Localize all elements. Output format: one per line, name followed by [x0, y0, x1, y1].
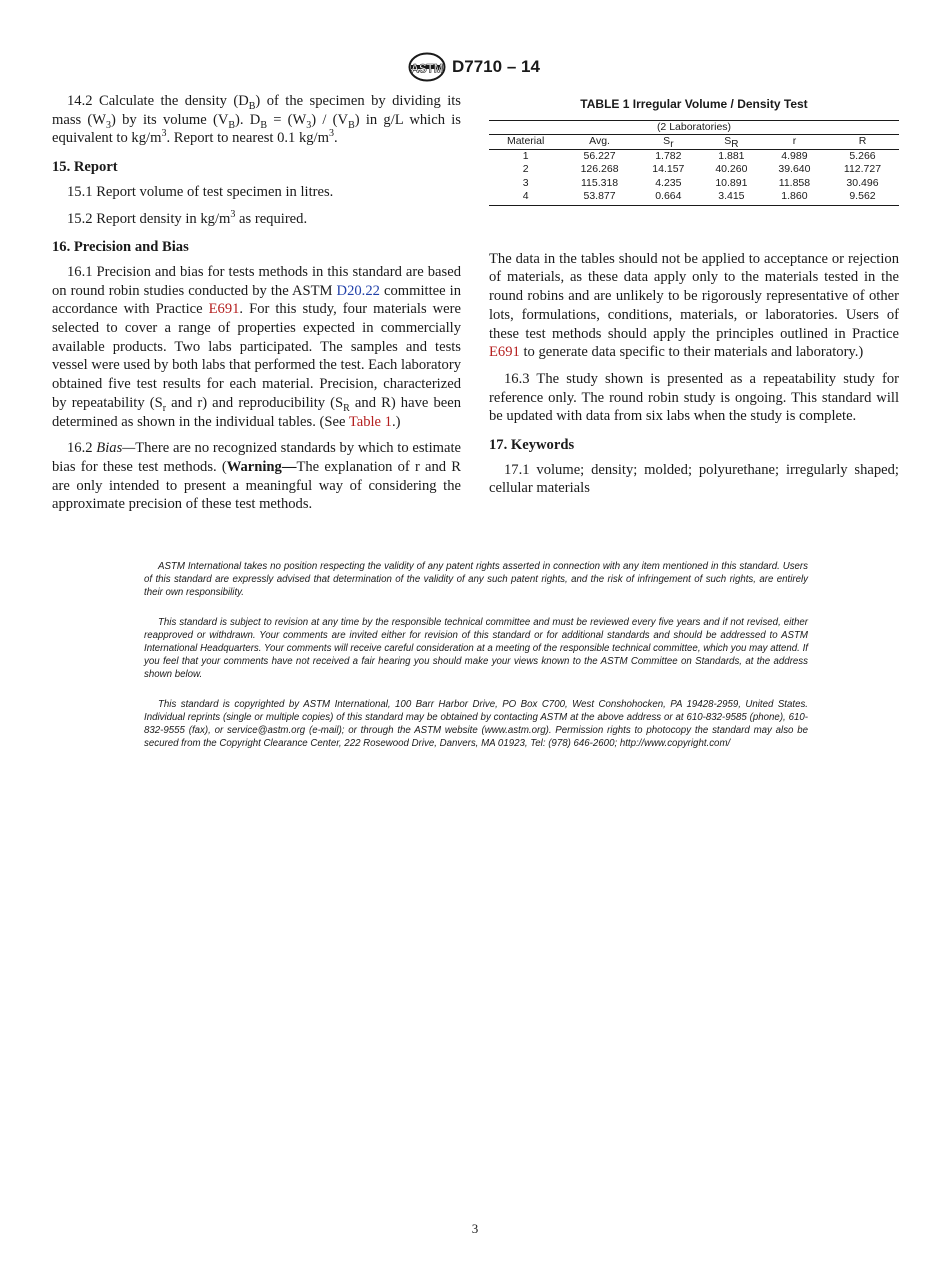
col-sR: $S_R$ — [700, 135, 763, 150]
table-cell: 5.266 — [849, 149, 876, 162]
table-cell: 1.782 — [655, 149, 682, 162]
table-cell: 11.858 — [778, 176, 811, 189]
section-heading-precision-bias: 16. Precision and Bias — [52, 239, 189, 256]
table-cell: 53.877 — [562, 190, 637, 205]
link-table-1[interactable]: Table 1 — [348, 413, 392, 430]
table-cell: 39.640 — [778, 163, 811, 176]
col-avg: Avg. — [562, 135, 637, 150]
precision-table — [489, 120, 899, 206]
table-subtitle: (2 Laboratories) — [489, 120, 899, 135]
left-column — [52, 92, 461, 522]
table-cell: 1 — [522, 149, 529, 162]
table-row — [489, 177, 899, 191]
table-cell: 3 — [522, 176, 529, 189]
col-material: Material — [489, 135, 562, 150]
table-row — [489, 149, 899, 163]
link-d20-22[interactable]: D20.22 — [336, 282, 380, 299]
footer-copyright-notice: This standard is copyrighted by ASTM International, 100 Barr Harbor Drive, PO Box C700, West Conshohocken, PA 19428-2959, United States. Individual reprints (single or multiple copies) of this standard may be obtained by contacting ASTM at the above address or at 610-832-9585 (phone), 610-832-9555 (fax), or service@astm.org (e-mail); or through the ASTM website (www.astm.org). Permission rights to photocopy the standard may also be secured from the Copyright Clearance Center, 222 Rosewood Drive, Danvers, MA 01923, Tel: (978) 646-2600; http://www.copyright.com/ — [144, 699, 808, 749]
page-header — [0, 52, 950, 84]
paragraph-14-2: 14.2 Calculate the density $(D_B)$ of the specimen by dividing its mass $(W_3)$ by its volume $(V_B)$. $D_B = (W_3) / (V_B)$ in g/L which is equivalent to $kg/m^3$. Report to nearest 0.1 $kg/m^3$. — [52, 93, 461, 147]
astm-logo-icon — [408, 52, 446, 82]
col-R: R — [826, 135, 899, 150]
table-cell: 112.727 — [843, 163, 882, 176]
table-cell: 40.260 — [715, 163, 748, 176]
table-cell: 4.989 — [781, 149, 808, 162]
col-sr: $S_r$ — [637, 135, 700, 150]
table-cell: 126.268 — [580, 163, 619, 176]
paragraph-15-2: 15.2 Report density in $kg/m^3$ as required. — [67, 208, 308, 227]
table-cell: 1.860 — [763, 190, 826, 205]
paragraph-17-1: 17.1 volume; density; molded; polyurethane; irregularly shaped; cellular materials — [489, 461, 899, 497]
table-cell: 14.157 — [652, 163, 685, 176]
table-cell: 3.415 — [700, 190, 763, 205]
col-r: r — [763, 135, 826, 150]
link-e691-2[interactable]: E691 — [489, 344, 520, 361]
table-title: TABLE 1 Irregular Volume / Density Test — [580, 97, 808, 111]
footer-revision-notice: This standard is subject to revision at any time by the responsible technical committee and must be reviewed every five years and if not revised, either reapproved or withdrawn. Your comments are invited either for revision of this standard or for additional standards and should be addressed to ASTM International Headquarters. Your comments will receive careful consideration at a meeting of the responsible technical committee, which you may attend. If you feel that your comments have not received a fair hearing you should make your views known to the ASTM Committee on Standards, at the address shown below. — [144, 617, 808, 680]
table-cell: 115.318 — [580, 176, 619, 189]
table-cell: 4.235 — [655, 176, 682, 189]
page-number: 3 — [471, 1221, 479, 1236]
table-cell: 2 — [522, 163, 529, 176]
paragraph-15-1: 15.1 Report volume of test specimen in litres. — [67, 183, 334, 200]
section-heading-report: 15. Report — [52, 159, 118, 176]
table-cell: 30.496 — [846, 176, 879, 189]
table-cell: 56.227 — [583, 149, 616, 162]
right-column — [489, 92, 899, 506]
logo-text: ASTM — [410, 63, 444, 76]
legal-footer — [144, 560, 808, 767]
table-cell: 4 — [489, 190, 562, 205]
link-e691[interactable]: E691 — [208, 301, 240, 318]
footer-patent-notice: ASTM International takes no position respecting the validity of any patent rights asserted in connection with any item mentioned in this standard. Users of this standard are expressly advised that determination of the validity of any such patent rights, and the risk of infringement of such rights, are entirely their own responsibility. — [144, 561, 808, 598]
table-row — [489, 190, 899, 205]
table-cell: 1.881 — [718, 149, 745, 162]
paragraph-16-continued: The data in the tables should not be applied to acceptance or rejection of materials, as these data apply only to the materials tested in the round robins and are unlikely to be rigorously representative of other lots, formulations, conditions, materials, or laboratories. Users of these test methods should apply the principles outlined in Practice E691 to generate data specific to their materials and laboratory.) — [489, 250, 899, 361]
paragraph-16-3: 16.3 The study shown is presented as a repeatability study for reference only. The round robin study is ongoing. This standard will be updated with data from six labs when the study is complete. — [489, 370, 899, 425]
standard-designation: D7710 – 14 — [452, 57, 540, 76]
paragraph-16-1: 16.1 Precision and bias for tests methods in this standard are based on round robin studies conducted by the ASTM D20.22 committee in accordance with Practice E691. For this study, four materials were selected to cover a range of properties expected in commercially available products. Two labs participated. The samples and tests vessel were used by both labs that performed the test. Each laboratory obtained five test results for each material. Precision, characterized by repeatability ($S_r$ and r) and reproducibility ($S_R$ and R) have been determined as shown in the individual tables. (See Table 1.) — [52, 263, 462, 430]
section-heading-keywords: 17. Keywords — [489, 437, 575, 454]
table-row — [489, 163, 899, 177]
table-cell: 9.562 — [826, 190, 899, 205]
paragraph-16-2: 16.2 Bias—There are no recognized standards by which to estimate bias for these test methods. (Warning—The explanation of r and R are only intended to present a meaningful way of considering the approximate precision of these test methods. — [52, 440, 461, 513]
table-cell: 10.891 — [715, 176, 748, 189]
table-cell: 0.664 — [637, 190, 700, 205]
